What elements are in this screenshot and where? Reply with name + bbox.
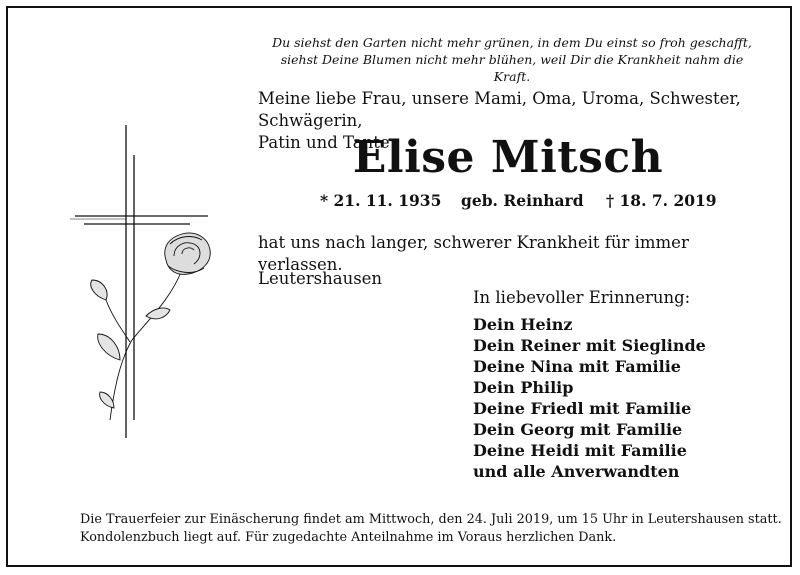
poem-line: Du siehst den Garten nicht mehr grünen, in dem Du einst so froh geschafft, xyxy=(272,35,752,50)
footer-line: Kondolenzbuch liegt auf. Für zugedachte Anteilnahme im Voraus herzlichen Dank. xyxy=(80,530,617,545)
funeral-details xyxy=(80,511,782,547)
intro-line: Patin und Tante xyxy=(258,133,390,152)
list-item: Dein Philip xyxy=(473,378,574,397)
rose-icon xyxy=(91,233,210,420)
death-date: † 18. 7. 2019 xyxy=(606,191,717,210)
mourners-list xyxy=(473,314,706,482)
memorial-poem xyxy=(262,34,762,85)
list-item: Dein Georg mit Familie xyxy=(473,420,683,439)
maiden-name: geb. Reinhard xyxy=(461,191,584,210)
footer-line: Die Trauerfeier zur Einäscherung findet am Mittwoch, den 24. Juli 2019, um 15 Uhr in Leutershausen statt. xyxy=(80,512,782,527)
poem-line: siehst Deine Blumen nicht mehr blühen, weil Dir die Krankheit nahm die Kraft. xyxy=(280,52,744,84)
list-item: Dein Heinz xyxy=(473,315,573,334)
passing-message: hat uns nach langer, schwerer Krankheit für immer verlassen. xyxy=(258,233,689,274)
list-item: Deine Friedl mit Familie xyxy=(473,399,692,418)
list-item: Deine Heidi mit Familie xyxy=(473,441,687,460)
intro-line: Meine liebe Frau, unsere Mami, Oma, Uroma, Schwester, Schwägerin, xyxy=(258,89,741,130)
hometown: Leutershausen xyxy=(258,269,383,288)
list-item: Deine Nina mit Familie xyxy=(473,357,681,376)
memory-label: In liebevoller Erinnerung: xyxy=(473,288,691,307)
birth-date: * 21. 11. 1935 xyxy=(320,191,442,210)
list-item: Dein Reiner mit Sieglinde xyxy=(473,336,706,355)
cross-icon xyxy=(70,120,220,450)
deceased-name: Elise Mitsch xyxy=(352,132,664,183)
cross-and-rose-artwork xyxy=(70,120,220,450)
list-item: und alle Anverwandten xyxy=(473,462,680,481)
